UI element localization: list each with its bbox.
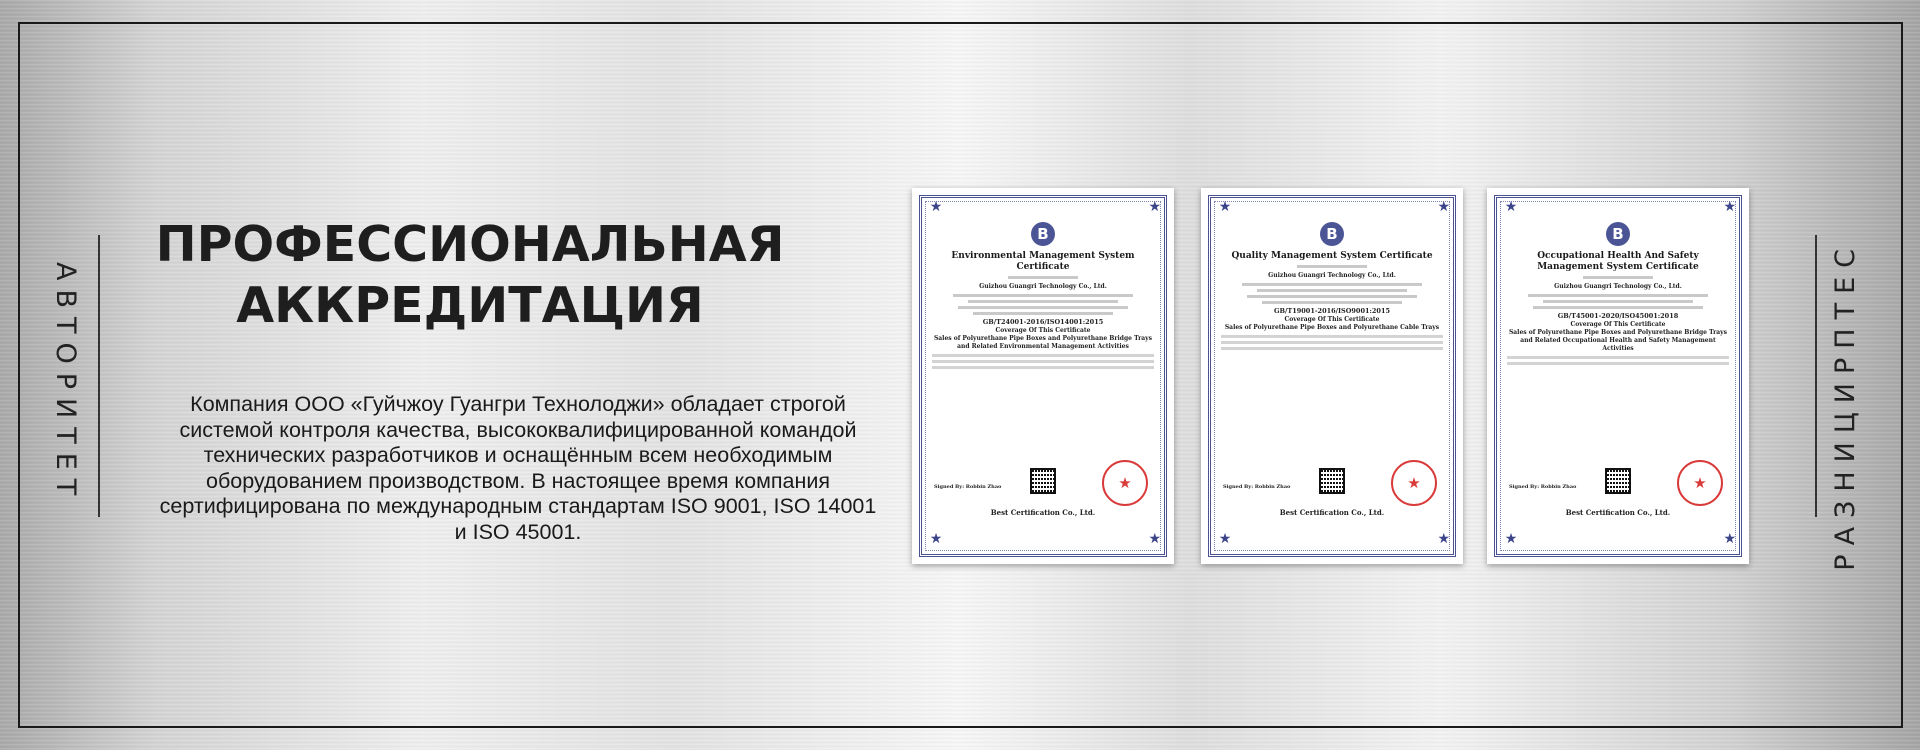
text-line: [1533, 306, 1703, 309]
corner-ornament-icon: ★: [1437, 531, 1450, 547]
certificate-footer: [1509, 456, 1727, 536]
certificate-environmental: [912, 188, 1174, 564]
certificate-standard: GB/T19001-2016/ISO9001:2015: [1273, 307, 1390, 315]
certificate-border: [1494, 195, 1742, 557]
side-label-right: РАЗНИЦИРПТЕС: [1830, 240, 1861, 571]
side-label-left: АВТОРИТЕТ: [50, 262, 81, 505]
certification-logo-icon: B: [1031, 222, 1055, 246]
certificate-signed: Signed By: Robbin Zhao: [1223, 484, 1291, 490]
right-divider: [1815, 235, 1817, 517]
red-seal-icon: ★: [1391, 460, 1437, 506]
certificate-signed: Signed By: Robbin Zhao: [1509, 484, 1577, 490]
qr-code-icon: [1605, 468, 1631, 494]
text-line: [1221, 341, 1443, 344]
text-line: [1221, 335, 1443, 338]
corner-ornament-icon: ★: [1148, 531, 1161, 547]
certificate-signed: Signed By: Robbin Zhao: [934, 484, 1002, 490]
certification-logo-icon: B: [1320, 222, 1344, 246]
certificate-title: Quality Management System Certificate: [1231, 251, 1433, 261]
corner-ornament-icon: ★: [929, 199, 943, 215]
page-title-line-1: ПРОФЕССИОНАЛЬНАЯ: [155, 216, 785, 273]
corner-ornament-icon: ★: [929, 531, 943, 547]
qr-code-icon: [1030, 468, 1056, 494]
corner-ornament-icon: ★: [1218, 199, 1232, 215]
certificate-scope: Sales of Polyurethane Pipe Boxes and Polyurethane Bridge Trays and Related Environmental Management Activities: [933, 335, 1153, 350]
text-line: [973, 312, 1113, 315]
text-line: [932, 360, 1154, 363]
text-line: [968, 300, 1118, 303]
text-line: [958, 306, 1128, 309]
certification-logo-icon: B: [1606, 222, 1630, 246]
certificate-coverage: Coverage Of This Certificate: [1570, 321, 1666, 328]
certificate-title: Environmental Management System Certificate: [951, 251, 1135, 272]
text-line: [1528, 294, 1708, 297]
text-line: [932, 366, 1154, 369]
qr-code-icon: [1319, 468, 1345, 494]
text-line: [1297, 265, 1367, 268]
certificate-standard: GB/T45001-2020/ISO45001:2018: [1557, 312, 1679, 320]
certificate-footer: [934, 456, 1152, 536]
certificate-scope: Sales of Polyurethane Pipe Boxes and Polyurethane Bridge Trays and Related Occupational Health and Safety Management Activities: [1508, 329, 1728, 352]
corner-ornament-icon: ★: [1723, 199, 1736, 215]
certificate-coverage: Coverage Of This Certificate: [1284, 316, 1380, 323]
certificate-quality: [1201, 188, 1463, 564]
left-divider: [98, 235, 100, 517]
text-line: [953, 294, 1133, 297]
certificate-company: Guizhou Guangri Technology Co., Ltd.: [1268, 272, 1396, 279]
certificate-company: Guizhou Guangri Technology Co., Ltd.: [979, 283, 1107, 290]
corner-ornament-icon: ★: [1437, 199, 1450, 215]
certificate-issuer: Best Certification Co., Ltd.: [1279, 508, 1385, 517]
certificate-company: Guizhou Guangri Technology Co., Ltd.: [1554, 283, 1682, 290]
text-line: [932, 354, 1154, 357]
page-title: [150, 214, 790, 336]
corner-ornament-icon: ★: [1504, 531, 1518, 547]
text-line: [1583, 276, 1653, 279]
certificate-standard: GB/T24001-2016/ISO14001:2015: [982, 318, 1104, 326]
text-line: [1247, 295, 1417, 298]
company-description: Компания ООО «Гуйчжоу Гуангри Технолоджи» обладает строгой системой контроля качества, высококвалифицированной командой технических разработчиков и оснащённым всем необходимым оборудованием производством. В настоящее время компания сертифицирована по международным стандартам ISO 9001, ISO 14001 и ISO 45001.: [159, 392, 877, 544]
text-line: [1543, 300, 1693, 303]
certificate-border: [919, 195, 1167, 557]
text-line: [1008, 276, 1078, 279]
text-line: [1507, 356, 1729, 359]
certificate-scope: Sales of Polyurethane Pipe Boxes and Polyurethane Cable Trays: [1224, 324, 1440, 331]
certificate-coverage: Coverage Of This Certificate: [995, 327, 1091, 334]
text-line: [1257, 289, 1407, 292]
corner-ornament-icon: ★: [1723, 531, 1736, 547]
certificate-occupational-health: [1487, 188, 1749, 564]
red-seal-icon: ★: [1677, 460, 1723, 506]
text-line: [1507, 362, 1729, 365]
certificate-issuer: Best Certification Co., Ltd.: [990, 508, 1096, 517]
corner-ornament-icon: ★: [1218, 531, 1232, 547]
text-line: [1242, 283, 1422, 286]
certificate-border: [1208, 195, 1456, 557]
text-line: [1221, 347, 1443, 350]
certificate-issuer: Best Certification Co., Ltd.: [1565, 508, 1671, 517]
certificate-title: Occupational Health And Safety Management System Certificate: [1537, 251, 1699, 272]
corner-ornament-icon: ★: [1148, 199, 1161, 215]
page-title-line-2: АККРЕДИТАЦИЯ: [236, 277, 704, 334]
corner-ornament-icon: ★: [1504, 199, 1518, 215]
text-line: [1262, 301, 1402, 304]
red-seal-icon: ★: [1102, 460, 1148, 506]
certificate-footer: [1223, 456, 1441, 536]
